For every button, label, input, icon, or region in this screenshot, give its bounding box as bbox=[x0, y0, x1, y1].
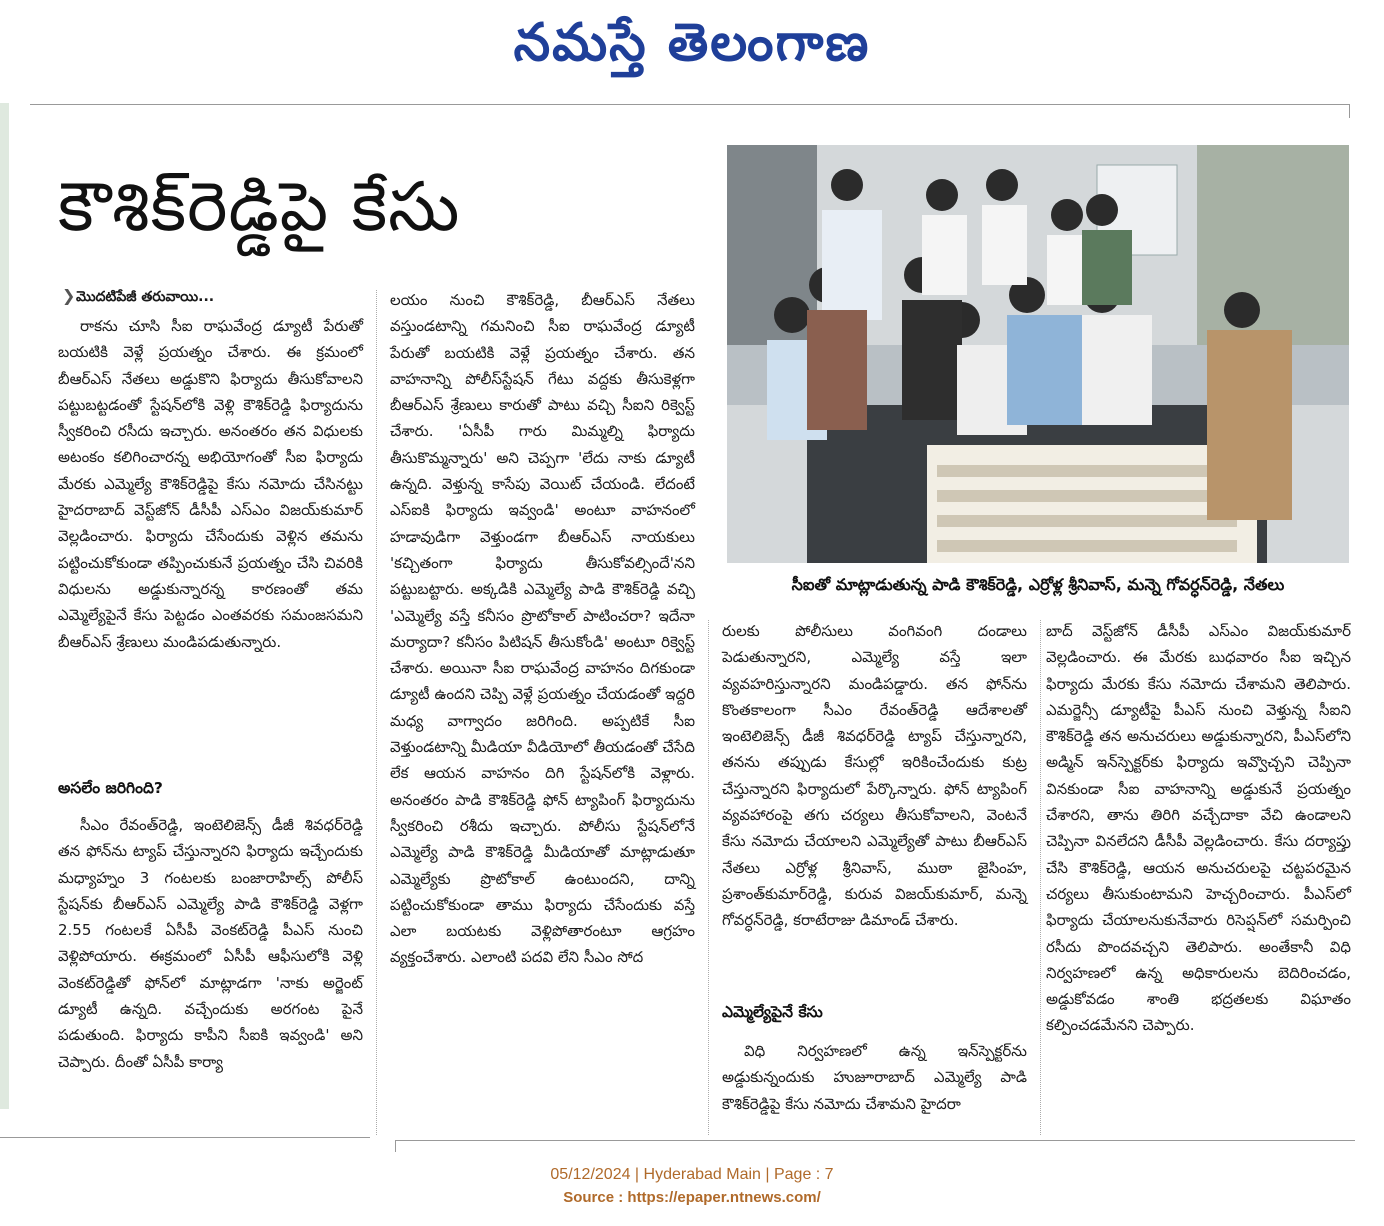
column-divider-1 bbox=[376, 290, 377, 1135]
photo-caption: సీఐతో మాట్లాడుతున్న పాడి కౌశిక్‌రెడ్డి, ఎర్రోళ్ల శ్రీనివాస్, మన్నె గోవర్ధన్‌రెడ్డి, నేతలు bbox=[791, 575, 1285, 594]
subhead-case-on-mla: ఎమ్మెల్యేపైనే కేసు bbox=[722, 1003, 823, 1021]
article-column-2 bbox=[390, 287, 695, 971]
article-column-1 bbox=[58, 313, 363, 655]
bottom-rule-right bbox=[395, 1140, 1355, 1141]
column-2-paragraph-1: లయం నుంచి కౌశిక్‌రెడ్డి, బీఆర్‌ఎస్ నేతలు వస్తుండటాన్ని గమనించి సీఐ రాఘవేంద్ర డ్యూటీ పేరుతో బయటికి వెళ్లే ప్రయత్నం చేశారు. తన వాహనాన్ని పోలీస్‌స్టేషన్ గేటు వద్దకు తీసుకెళ్లగా బీఆర్‌ఎస్ శ్రేణులు కారుతో పాటు వచ్చి సీఐని రిక్వెస్ట్ చేశారు. 'ఏసీపీ గారు మిమ్మల్ని ఫిర్యాదు తీసుకొమ్మన్నారు' అని చెప్పగా 'లేదు నాకు డ్యూటీ ఉన్నది. వెళ్తున్న కాసేపు వెయిట్ చేయండి. లేదంటే ఎస్‌ఐకి ఫిర్యాదు ఇవ్వండి' అంటూ వాహనంలో హడావుడిగా వెళ్తుండగా బీఆర్‌ఎస్ నాయకులు 'కచ్చితంగా ఫిర్యాదు తీసుకోవల్సిందే'నని పట్టుబట్టారు. అక్కడికి ఎమ్మెల్యే పాడి కౌశిక్‌రెడ్డి వచ్చి 'ఎమ్మెల్యే వస్తే కనీసం ప్రొటోకాల్ పాటించరా? ఇదేనా మర్యాదా? కనీసం పిటిషన్ తీసుకోండి' అంటూ రిక్వెస్ట్ చేశారు. అయినా సీఐ రాఘవేంద్ర వాహనం దిగకుండా డ్యూటీ ఉందని చెప్పి వెళ్లే ప్రయత్నం చేయడంతో ఇద్దరి మధ్య వాగ్వాదం జరిగింది. అప్పటికే సీఐ వెళ్తుండటాన్ని మీడియా వీడియోలో తీయడంతో చేసేది లేక ఆయన వాహనం దిగి స్టేషన్‌లోకి వెళ్లారు. అనంతరం పాడి కౌశిక్‌రెడ్డి ఫోన్ ట్యాపింగ్ ఫిర్యాదును స్వీకరించి రశీదు ఇచ్చారు. పోలీసు స్టేషన్‌లోనే ఎమ్మెల్యే పాడి కౌశిక్‌రెడ్డి మీడియాతో మాట్లాడుతూ ఎమ్మెల్యేకు ప్రొటోకాల్ ఉంటుందని, దాన్ని పట్టించుకోకుండా తాము ఫిర్యాదు చేసేందుకు వస్తే ఎలా బయటకు వెళ్లిపోతారంటూ ఆగ్రహం వ్యక్తంచేశారు. ఎలాంటి పదవి లేని సీఎం సోద bbox=[390, 291, 695, 967]
chevron-right-icon: ❯ bbox=[62, 286, 76, 305]
page-edge-strip bbox=[0, 103, 9, 1109]
column-4-paragraph-1: బాద్ వెస్ట్‌జోన్ డీసీపీ ఎస్‌ఎం విజయ్‌కుమార్ వెల్లడించారు. ఈ మేరకు బుధవారం సీఐ ఇచ్చిన ఫిర్యాదు మేరకు కేసు నమోదు చేశామని తెలిపారు. ఎమర్జెన్సీ డ్యూటీపై పీఎస్ నుంచి వెళ్తున్న సీఐని కౌశిక్‌రెడ్డి తన అనుచరులు అడ్డుకున్నారని, పీఎస్‌లోని అడ్మిన్ ఇన్‌స్పెక్టర్‌కు ఫిర్యాదు ఇవ్వొచ్చని చెప్పినా వినకుండా సీఐ వాహనాన్ని అడ్డుకునే ప్రయత్నం చేశారని, తాను తిరిగి వచ్చేదాకా వేచి ఉండాలని చెప్పినా వినలేదని డీసీపీ వెల్లడించారు. కేసు దర్యాప్తు చేసి కౌశిక్‌రెడ్డి, ఆయన అనుచరులపై చట్టపరమైన చర్యలు తీసుకుంటామని హెచ్చరించారు. పీఎస్‌లో ఫిర్యాదు చేయాలనుకునేవారు రిసెప్షన్‌లో సమర్పించి రసీదు పొందవచ్చని తెలిపారు. అంతేకానీ విధి నిర్వహణలో ఉన్న అధికారులను బెదిరించడం, అడ్డుకోవడం శాంతి భద్రతలకు విఘాతం కల్పించడమేనని చెప్పారు. bbox=[1046, 622, 1351, 1035]
kicker-text: మొదటిపేజీ తరువాయి... bbox=[76, 289, 215, 305]
article-column-3 bbox=[722, 618, 1027, 934]
bottom-rule-tick bbox=[395, 1140, 396, 1152]
column-divider-2 bbox=[708, 620, 709, 1135]
column-1-paragraph-1: రాకను చూసి సీఐ రాఘవేంద్ర డ్యూటీ పేరుతో బయటికి వెళ్లే ప్రయత్నం చేశారు. ఈ క్రమంలో బీఆర్‌ఎస్ నేతలు అడ్డుకొని ఫిర్యాదు తీసుకోవాలని పట్టుబట్టడంతో స్టేషన్‌లోకి వెళ్లి కౌశిక్‌రెడ్డి ఫిర్యాదును స్వీకరించి రసీదు ఇచ్చారు. అనంతరం తన విధులకు అటంకం కలిగించారన్న అభియోగంతో సీఐ ఫిర్యాదు మేరకు ఎమ్మెల్యే కౌశిక్‌రెడ్డిపై కేసు నమోదు చేసినట్టు హైదరాబాద్ వెస్ట్‌జోన్ డీసీపీ ఎస్‌ఎం విజయ్‌కుమార్ వెల్లడించారు. ఫిర్యాదు చేసేందుకు వెళ్లిన తమను పట్టించుకోకుండా తప్పించుకునే ప్రయత్నం చేసి చివరికి విధులను అడ్డుకున్నారన్న కారణంతో తమ ఎమ్మెల్యేపైనే కేసు పెట్టడం ఎంతవరకు సమంజసమని బీఆర్‌ఎస్ శ్రేణులు మండిపడుతున్నారు. bbox=[58, 317, 363, 651]
top-rule-tick bbox=[1349, 104, 1350, 118]
subhead-what-happened: అసలేం జరిగింది? bbox=[58, 779, 163, 797]
continuation-kicker bbox=[62, 286, 214, 307]
column-3-paragraph-1: రులకు పోలీసులు వంగివంగి దండాలు పెడుతున్నారని, ఎమ్మెల్యే వస్తే ఇలా వ్యవహరిస్తున్నారని మండిపడ్డారు. తన ఫోన్‌ను కొంతకాలంగా సీఎం రేవంత్‌రెడ్డి ఆదేశాలతో ఇంటెలిజెన్స్ డీజీ శివధర్‌రెడ్డి ట్యాప్ చేస్తున్నారని, తనను తప్పుడు కేసుల్లో ఇరికించేందుకు కుట్ర చేస్తున్నారని ఫిర్యాదులో పేర్కొన్నారు. ఫోన్ ట్యాపింగ్ వ్యవహారంపై తగు చర్యలు తీసుకోవాలని, వెంటనే కేసు నమోదు చేయాలని ఎమ్మెల్యేతో పాటు బీఆర్‌ఎస్ నేతలు ఎర్రోళ్ల శ్రీనివాస్, ముఠా జైసింహ, ప్రశాంత్‌కుమార్‌రెడ్డి, కురువ విజయ్‌కుమార్, మన్నె గోవర్ధన్‌రెడ్డి, కరాటేరాజు డిమాండ్ చేశారు. bbox=[722, 622, 1027, 930]
top-rule bbox=[30, 104, 1350, 105]
news-photo bbox=[727, 145, 1349, 563]
article-column-3b bbox=[722, 1038, 1027, 1117]
column-divider-3 bbox=[1040, 620, 1041, 1135]
column-1-paragraph-2: సీఎం రేవంత్‌రెడ్డి, ఇంటెలిజెన్స్ డీజీ శివధర్‌రెడ్డి తన ఫోన్‌ను ట్యాప్ చేస్తున్నారని ఫిర్యాదు ఇచ్చేందుకు మధ్యాహ్నం 3 గంటలకు బంజారాహిల్స్ పోలీస్ స్టేషన్‌కు బీఆర్‌ఎస్ ఎమ్మెల్యే పాడి కౌశిక్‌రెడ్డి వెళ్లగా 2.55 గంటలకే ఏసీపీ వెంకట్‌రెడ్డి పీఎస్ నుంచి వెళ్లిపోయారు. ఈక్రమంలో ఏసీపీ ఆఫీసులోకి వెళ్లి వెంకట్‌రెడ్డితో ఫోన్‌లో మాట్లాడగా 'నాకు అర్జెంట్ డ్యూటీ ఉన్నది. వచ్చేందుకు అరగంట పైనే పడుతుంది. ఫిర్యాదు కాపీని సీఐకి ఇవ్వండి' అని చెప్పారు. దీంతో ఏసీపీ కార్యా bbox=[58, 816, 363, 1071]
photo-illustration bbox=[727, 145, 1349, 563]
article-column-4 bbox=[1046, 618, 1351, 1039]
masthead-logo: నమస్తే తెలంగాణ bbox=[513, 13, 871, 73]
column-3-paragraph-2: విధి నిర్వహణలో ఉన్న ఇన్‌స్పెక్టర్‌ను అడ్డుకున్నందుకు హుజూరాబాద్ ఎమ్మెల్యే పాడి కౌశిక్‌రెడ్డిపై కేసు నమోదు చేశామని హైదరా bbox=[722, 1042, 1027, 1113]
article-headline: కౌశిక్‌రెడ్డిపై కేసు bbox=[58, 168, 461, 247]
bottom-rule-left bbox=[0, 1137, 370, 1138]
footer-source-link[interactable]: Source : https://epaper.ntnews.com/ bbox=[563, 1189, 821, 1206]
article-column-1b bbox=[58, 812, 363, 1075]
footer-edition-info: 05/12/2024 | Hyderabad Main | Page : 7 bbox=[550, 1166, 834, 1183]
